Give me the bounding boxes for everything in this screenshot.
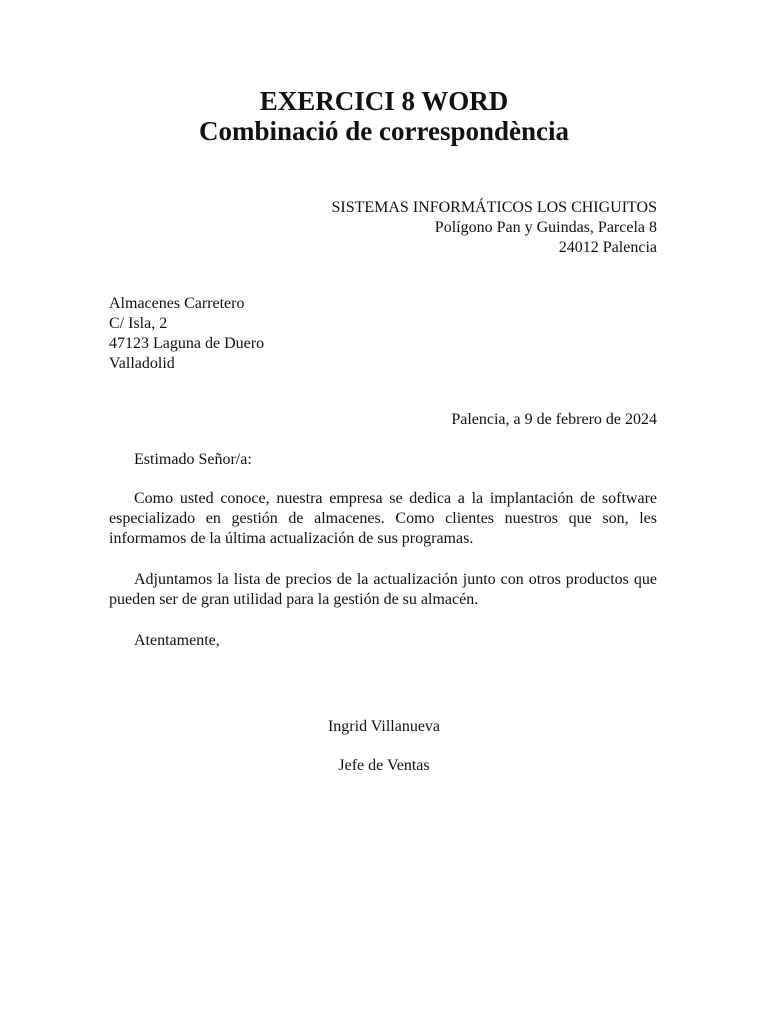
title-block bbox=[0, 86, 768, 146]
letter-date: Palencia, a 9 de febrero de 2024 bbox=[451, 411, 657, 428]
letter-closing: Atentamente, bbox=[134, 632, 220, 649]
document-subtitle: Combinació de correspondència bbox=[199, 116, 569, 146]
letter-greeting: Estimado Señor/a: bbox=[134, 451, 252, 468]
sender-company: SISTEMAS INFORMÁTICOS LOS CHIGUITOS bbox=[331, 199, 657, 216]
recipient-city: 47123 Laguna de Duero bbox=[109, 335, 265, 352]
sender-address: Polígono Pan y Guindas, Parcela 8 bbox=[434, 219, 657, 236]
recipient-address-block bbox=[109, 294, 264, 374]
recipient-province: Valladolid bbox=[109, 355, 175, 372]
letter-paragraph-1: Como usted conoce, nuestra empresa se dedica a la implantación de software especializado en gestión de almacenes. Como clientes nuestros que son, les informamos de la última actualización de sus programas. bbox=[109, 490, 657, 547]
signature-role: Jefe de Ventas bbox=[338, 757, 430, 774]
recipient-name: Almacenes Carretero bbox=[109, 295, 245, 312]
sender-address-block bbox=[331, 198, 657, 258]
document-title: EXERCICI 8 WORD bbox=[259, 86, 509, 116]
letter-paragraph-2: Adjuntamos la lista de precios de la actualización junto con otros productos que pueden ser de gran utilidad para la gestión de su almacén. bbox=[109, 571, 657, 608]
signature-name: Ingrid Villanueva bbox=[327, 718, 441, 735]
recipient-street: C/ Isla, 2 bbox=[109, 315, 168, 332]
sender-city: 24012 Palencia bbox=[558, 239, 657, 256]
